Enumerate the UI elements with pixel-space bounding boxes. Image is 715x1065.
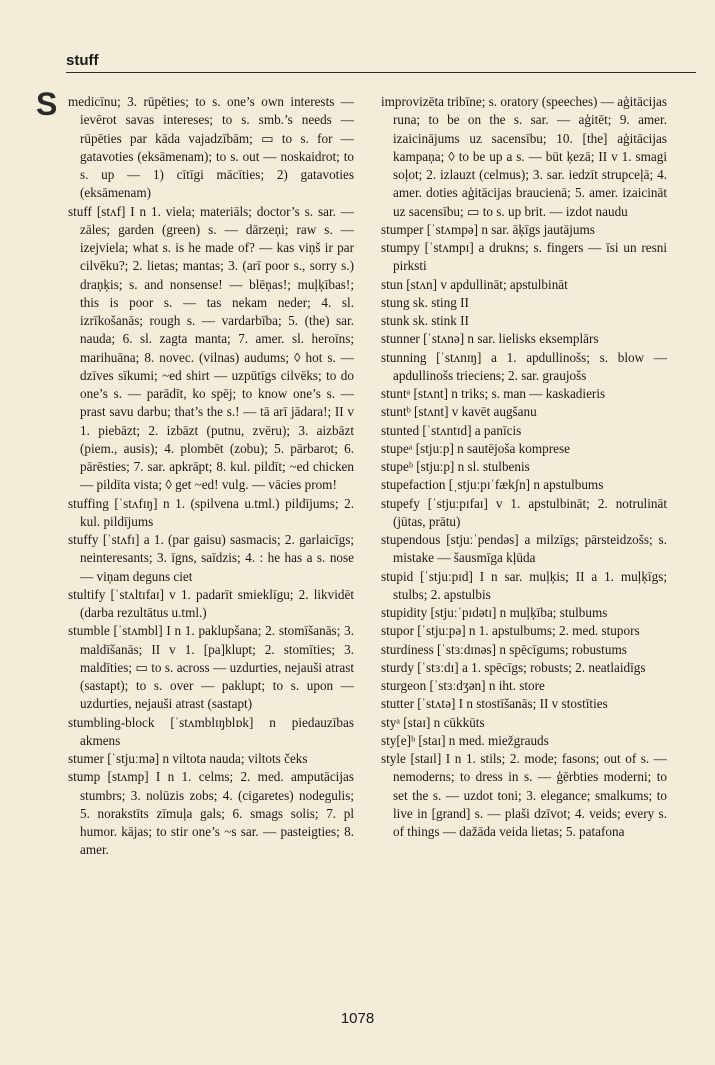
entry-stun: stun [stʌn] v apdullināt; apstulbināt: [381, 276, 568, 292]
left-column: [68, 93, 354, 860]
entry-stutter: stutter [ˈstʌtə] I n stostīšanās; II v stostīties: [381, 696, 608, 712]
entry-stump-continuation: improvizēta tribīne; s. oratory (speeches) — aģitācijas runa; to be on the s. sar. — aģitēt; 9. amer. izaicinājums uz sacensību; 10. [the] aģitācijas kampaņa; ◊ to be up a s. — būt ķezā; II v 1. smagi soļot; 2. izlauzt (celmus); 3. sar. iedzīt strupceļā; 4. amer. doties aģitācijas braucienā; 5. amer. izaicināt uz sacensību; ▭ to s. up brit. — izdot naudu: [381, 94, 667, 219]
entry-stupendous: stupendous [stjuːˈpendəs] a milzīgs; pārsteidzošs; s. mistake — šausmīga kļūda: [381, 532, 667, 566]
entry-stunning: stunning [ˈstʌnɪŋ] a 1. apdullinošs; s. blow — apdullinošs trieciens; 2. sar. graujošs: [381, 349, 667, 383]
entry-stunk: stunk sk. stink II: [381, 313, 469, 328]
running-head: stuff: [66, 52, 99, 69]
entry-stumpy: stumpy [ˈstʌmpɪ] a drukns; s. fingers — īsi un resni pirksti: [381, 240, 667, 274]
entry-stupe-b: stupeᵇ [stjuːp] n sl. stulbenis: [381, 459, 530, 474]
entry-sty-b: sty[e]ᵇ [staɪ] n med. miežgrauds: [381, 732, 549, 748]
entry-stunted: stunted [ˈstʌntɪd] a panīcis: [381, 422, 522, 438]
entry-stumer: stumer [ˈstjuːmə] n viltota nauda; viltots čeks: [68, 751, 308, 766]
entry-stupe-a: stupeᵃ [stjuːp] n sautējoša komprese: [381, 440, 570, 456]
entry-stuffing: stuffing [ˈstʌfɪŋ] n 1. (spilvena u.tml.) pildījums; 2. kul. pildījums: [68, 495, 354, 529]
entry-stung: stung sk. sting II: [381, 294, 469, 310]
header-rule: [66, 72, 696, 73]
page-number: 1078: [340, 1010, 375, 1027]
thumb-index-letter: S: [36, 86, 58, 122]
entry-stupidity: stupidity [stjuːˈpɪdətɪ] n muļķība; stulbums: [381, 605, 608, 620]
right-column: [381, 93, 667, 841]
entry-stumbling-block: stumbling-block [ˈstʌmblɪŋblɒk] n piedauzības akmens: [68, 714, 354, 748]
entry-stuffy: stuffy [ˈstʌfɪ] a 1. (par gaisu) sasmacis; 2. garlaicīgs; neinteresants; 3. īgns, saīdzis; 4. : he has a s. nose — viņam deguns ciet: [68, 532, 354, 584]
entry-sturdy: sturdy [ˈstɜːdɪ] a 1. spēcīgs; robusts; 2. neatlaidīgs: [381, 659, 646, 675]
entry-sty-a: styᵃ [staɪ] n cūkkūts: [381, 714, 485, 730]
entry-stultify: stultify [ˈstʌltɪfaɪ] v 1. padarīt smieklīgu; 2. likvidēt (darba rezultātus u.tml.): [68, 586, 354, 620]
entry-stupid: stupid [ˈstjuːpɪd] I n sar. muļķis; II a 1. muļķīgs; stulbs; 2. apstulbis: [381, 568, 667, 602]
entry-sturdiness: sturdiness [ˈstɜːdɪnəs] n spēcīgums; robustums: [381, 641, 627, 657]
entry-stupor: stupor [ˈstjuːpə] n 1. apstulbums; 2. med. stupors: [381, 623, 640, 639]
entry-stunt-a: stuntᵃ [stʌnt] n triks; s. man — kaskadieris: [381, 386, 606, 401]
entry-stunt-b: stuntᵇ [stʌnt] v kavēt augšanu: [381, 404, 537, 420]
entry-stunner: stunner [ˈstʌnə] n sar. lielisks eksemplārs: [381, 331, 599, 347]
entry-stumble: stumble [ˈstʌmbl] I n 1. paklupšana; 2. stomīšanās; 3. maldīšanās; II v 1. [pa]klupt; 2. stomīties; 3. maldīties; ▭ to s. across — uzdurties, nejauši atrast (sastapt); to s. over — paklupt; to s. upon — uzdurties, nejauši atrast (sastapt): [68, 623, 354, 712]
entry-stuff: stuff [stʌf] I n 1. viela; materiāls; doctor’s s. sar. — zāles; garden (green) s. — dārzeņi; raw s. — izejviela; what s. is he made of? — kas viņš ir par cilvēku?; 2. lietas; mantas; 3. (arī poor s., sorry s.) draņķis; s. and nonsense! — blēņas!; muļķības!; this is poor s. — tas nekam neder; 4. sl. izrīkošanās; rough s. — vardarbība; 5. (the) sar. nauda; 6. sl. zagta manta; 7. amer. sl. heroīns; marihuāna; 8. novec. (vilnas) audums; ◊ hot s. — dzīves sīkumi; ~ed shirt — uzpūtīgs cilvēks; to do one’s s. — parādīt, ko spēj; to know one’s s. — prast savu darbu; that’s the s.! — tā arī jādara!; II v 1. piebāzt; 2. izbāzt (putnu, zvēru); 3. aizbāzt (piem., ausis); 4. plombēt (zobu); 5. pārbarot; 6. pārēsties; 7. sar. apkrāpt; 8. kul. pildīt; ~ed chicken — pildīta vista; ◊ get ~ed! vulg. — vācies prom!: [68, 203, 354, 493]
entry-stupefaction: stupefaction [ˌstjuːpɪˈfækʃn] n apstulbums: [381, 477, 604, 493]
entry-stumper: stumper [ˈstʌmpə] n sar. āķīgs jautājums: [381, 221, 595, 237]
entry-style: style [staɪl] I n 1. stils; 2. mode; fasons; out of s. — nemoderns; to dress in s. — ģērbties moderni; to set the s. — uzdot toni; 3. elegance; smalkums; to live in [grand] s. — plaši dzīvot; 4. veids; every s. of things — dažāda veida lietas; 5. patafona: [381, 751, 667, 839]
entry-stupefy: stupefy [ˈstjuːpɪfaɪ] v 1. apstulbināt; 2. notrulināt (jūtas, prātu): [381, 495, 667, 529]
entry-sturgeon: sturgeon [ˈstɜːdʒən] n iht. store: [381, 678, 545, 693]
entry-stump: stump [stʌmp] I n 1. celms; 2. med. amputācijas stumbrs; 3. nolūzis zobs; 4. (cigaretes) nodegulis; 5. norakstīts zīmuļa gals; 6. smags solis; 7. pl humor. kājas; to stir one’s ~s sar. — pasteigties; 8. amer.: [68, 769, 354, 858]
entry-continuation: medicīnu; 3. rūpēties; to s. one’s own interests — ievērot savas intereses; to s. smb.’s needs — rūpēties par kāda vajadzībām; ▭ to s. for — gatavoties (eksāmenam); to s. out — noskaidrot; to s. up — 1) cītīgi mācīties; 2) gatavoties (eksāmenam): [68, 94, 354, 201]
